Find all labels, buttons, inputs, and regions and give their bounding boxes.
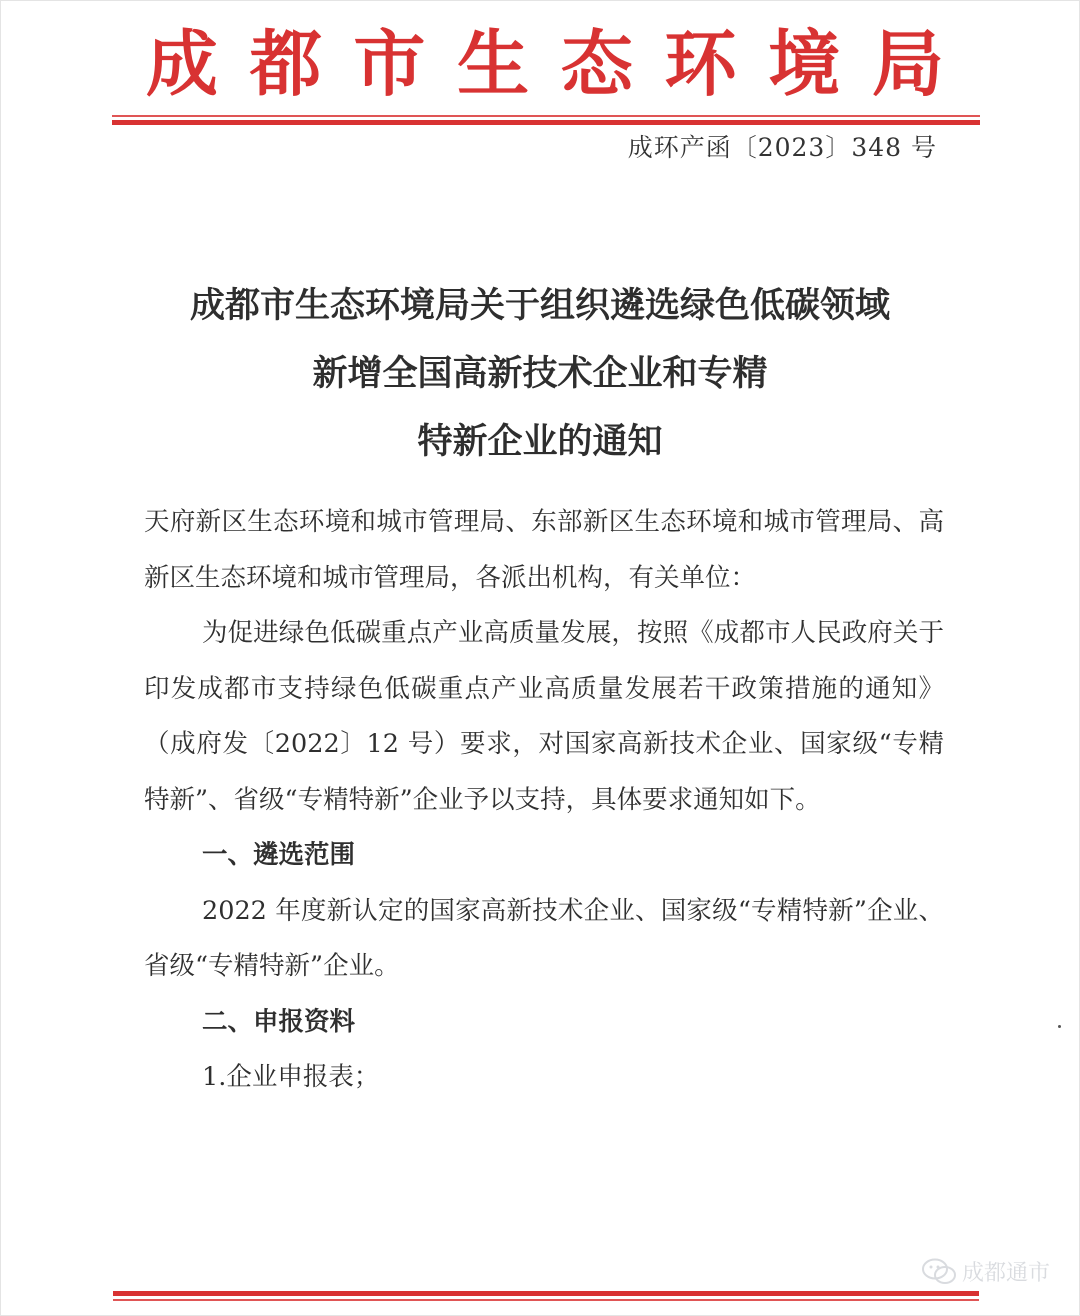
wechat-icon (922, 1258, 956, 1286)
masthead-char: 生 (457, 21, 530, 106)
section-1-heading: 一、遴选范围 (202, 840, 356, 870)
masthead-char: 局 (871, 21, 944, 106)
masthead-char: 环 (664, 21, 737, 106)
watermark (922, 1256, 1050, 1287)
title-line-2: 新增全国高新技术企业和专精 (312, 354, 768, 394)
footer-rule-thin (113, 1299, 979, 1301)
scan-speck (1058, 1025, 1061, 1028)
title-line-3: 特新企业的通知 (417, 422, 663, 462)
masthead-char: 态 (560, 21, 633, 106)
header-rule-thick (112, 120, 980, 125)
header-rule-thin (112, 115, 980, 117)
title-line-1: 成都市生态环境局关于组织遴选绿色低碳领域 (189, 286, 890, 326)
document-number: 成环产函〔2023〕348 号 (627, 133, 937, 162)
masthead-char: 成 (146, 21, 219, 106)
document-body (144, 495, 944, 1106)
document-title (120, 272, 960, 476)
masthead-char: 境 (768, 21, 841, 106)
masthead-char: 市 (353, 21, 426, 106)
section-2-heading: 二、申报资料 (202, 1006, 356, 1037)
footer-rule-thick (113, 1291, 979, 1296)
recipients-paragraph: 天府新区生态环境和城市管理局、东部新区生态环境和城市管理局、高新区生态环境和城市管理局，各派出机构，有关单位： (144, 507, 944, 593)
watermark-text: 成都通市 (961, 1261, 1050, 1286)
masthead-char: 都 (249, 21, 322, 106)
section-2-item-1: 1.企业申报表； (202, 1062, 380, 1092)
agency-masthead (110, 18, 980, 110)
section-1-paragraph: 2022 年度新认定的国家高新技术企业、国家级“专精特新”企业、省级“专精特新”企业。 (144, 895, 944, 981)
intro-paragraph: 为促进绿色低碳重点产业高质量发展，按照《成都市人民政府关于印发成都市支持绿色低碳重点产业高质量发展若干政策措施的通知》（成府发〔2022〕12 号）要求，对国家高新技术企业、国家级“专精特新”、省级“专精特新”企业予以支持，具体要求通知如下。 (144, 618, 944, 815)
